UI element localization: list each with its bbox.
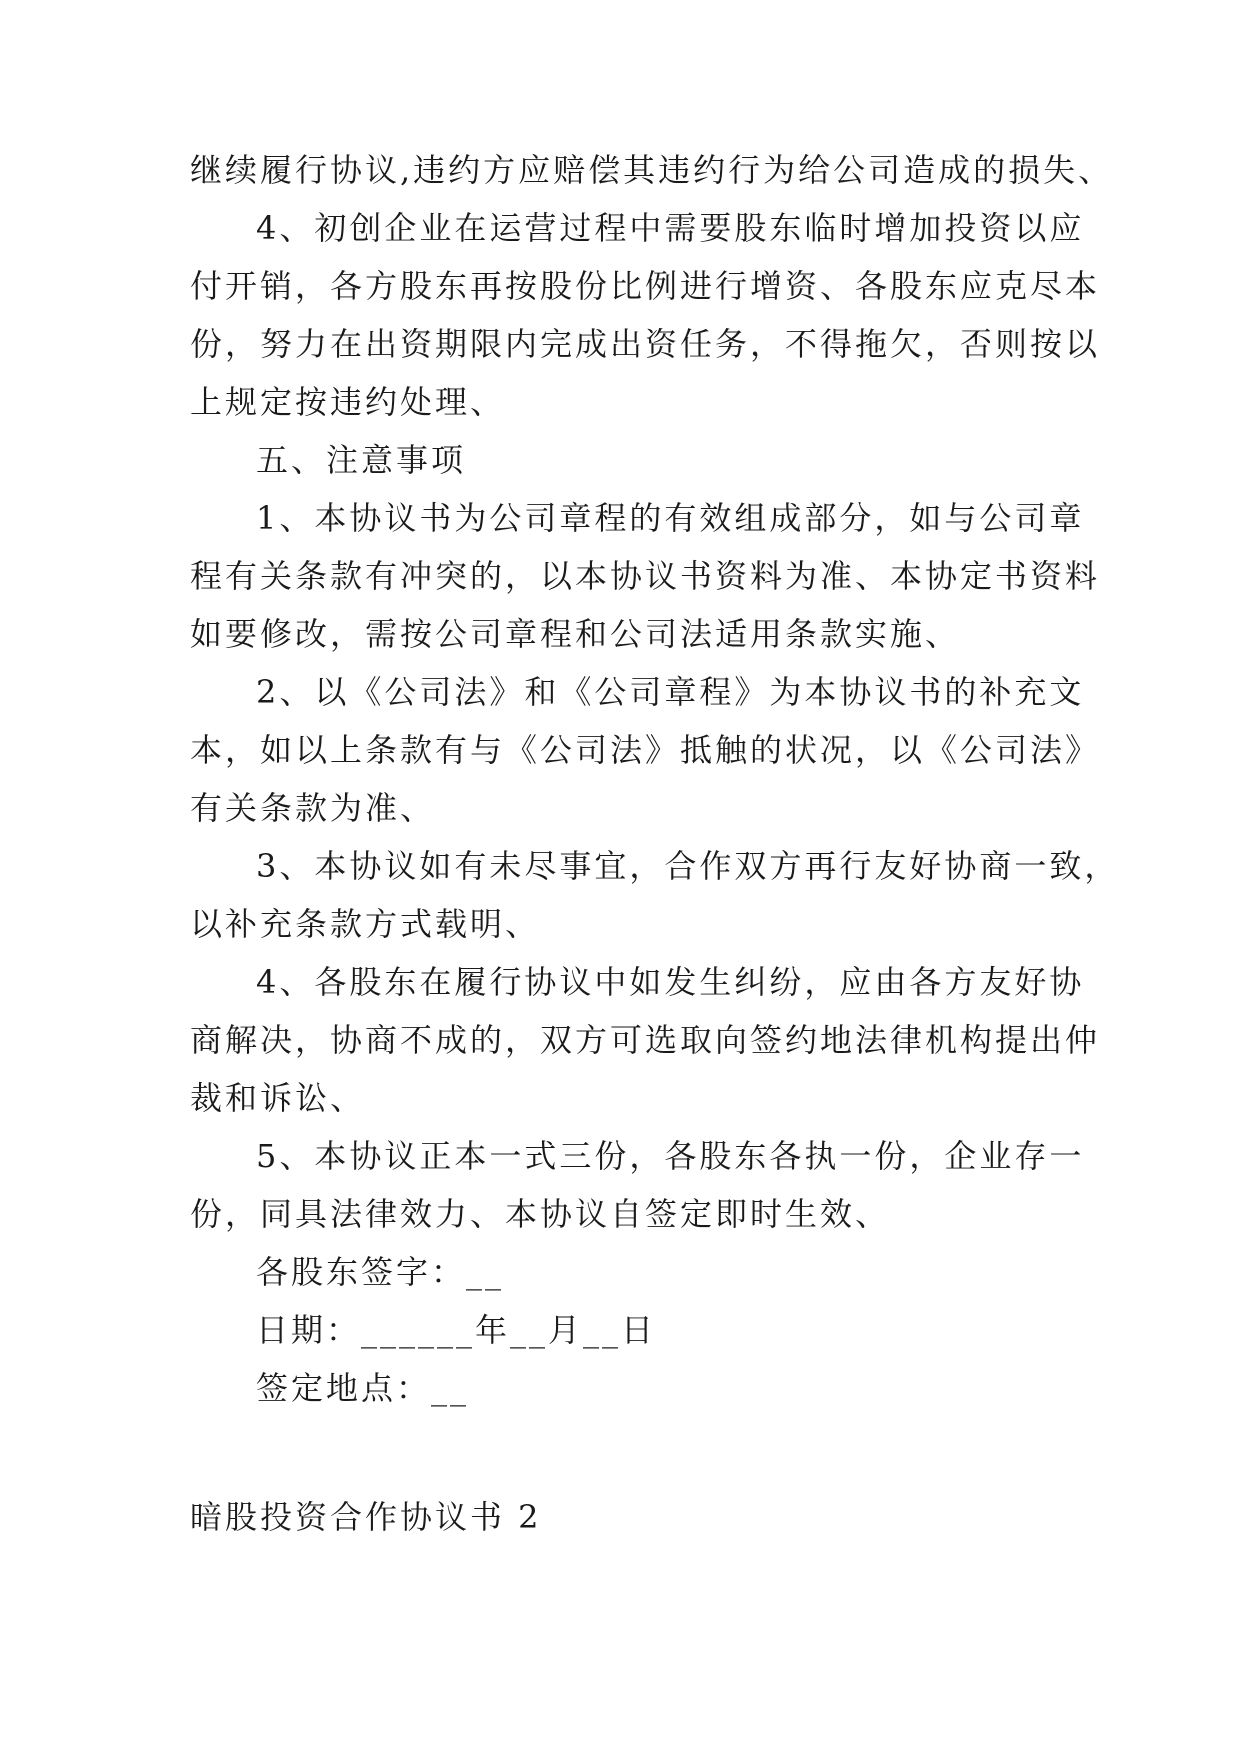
text-line: 如要修改，需按公司章程和公司法适用条款实施、 — [190, 615, 961, 653]
location-field: 签定地点：__ — [256, 1369, 470, 1407]
text-line: 4、各股东在履行协议中如发生纠纷，应由各方友好协 — [256, 963, 1085, 1001]
text-line: 裁和诉讼、 — [190, 1079, 366, 1117]
text-line: 份，努力在出资期限内完成出资任务，不得拖欠，否则按以 — [190, 325, 1101, 363]
text-line: 付开销，各方股东再按股份比例进行增资、各股东应克尽本 — [190, 267, 1101, 305]
text-line: 2、以《公司法》和《公司章程》为本协议书的补充文 — [256, 673, 1085, 711]
date-field: 日期：______年__月__日 — [256, 1311, 657, 1349]
text-line: 3、本协议如有未尽事宜，合作双方再行友好协商一致， — [256, 847, 1120, 885]
text-line: 上规定按违约处理、 — [190, 383, 506, 421]
document-title: 暗股投资合作协议书 2 — [190, 1498, 542, 1536]
signature-field: 各股东签字：__ — [256, 1253, 505, 1291]
text-line: 程有关条款有冲突的，以本协议书资料为准、本协定书资料 — [190, 557, 1101, 595]
text-line: 继续履行协议,违约方应赔偿其违约行为给公司造成的损失、 — [190, 151, 1114, 189]
text-line: 商解决，协商不成的，双方可选取向签约地法律机构提出仲 — [190, 1021, 1101, 1059]
text-line: 5、本协议正本一式三份，各股东各执一份，企业存一 — [256, 1137, 1085, 1175]
text-line: 4、初创企业在运营过程中需要股东临时增加投资以应 — [256, 209, 1085, 247]
section-heading: 五、注意事项 — [256, 441, 467, 479]
text-line: 以补充条款方式载明、 — [190, 905, 541, 943]
text-line: 本，如以上条款有与《公司法》抵触的状况，以《公司法》 — [190, 731, 1101, 769]
text-line: 1、本协议书为公司章程的有效组成部分，如与公司章 — [256, 499, 1085, 537]
text-line: 份，同具法律效力、本协议自签定即时生效、 — [190, 1195, 891, 1233]
text-line: 有关条款为准、 — [190, 789, 436, 827]
